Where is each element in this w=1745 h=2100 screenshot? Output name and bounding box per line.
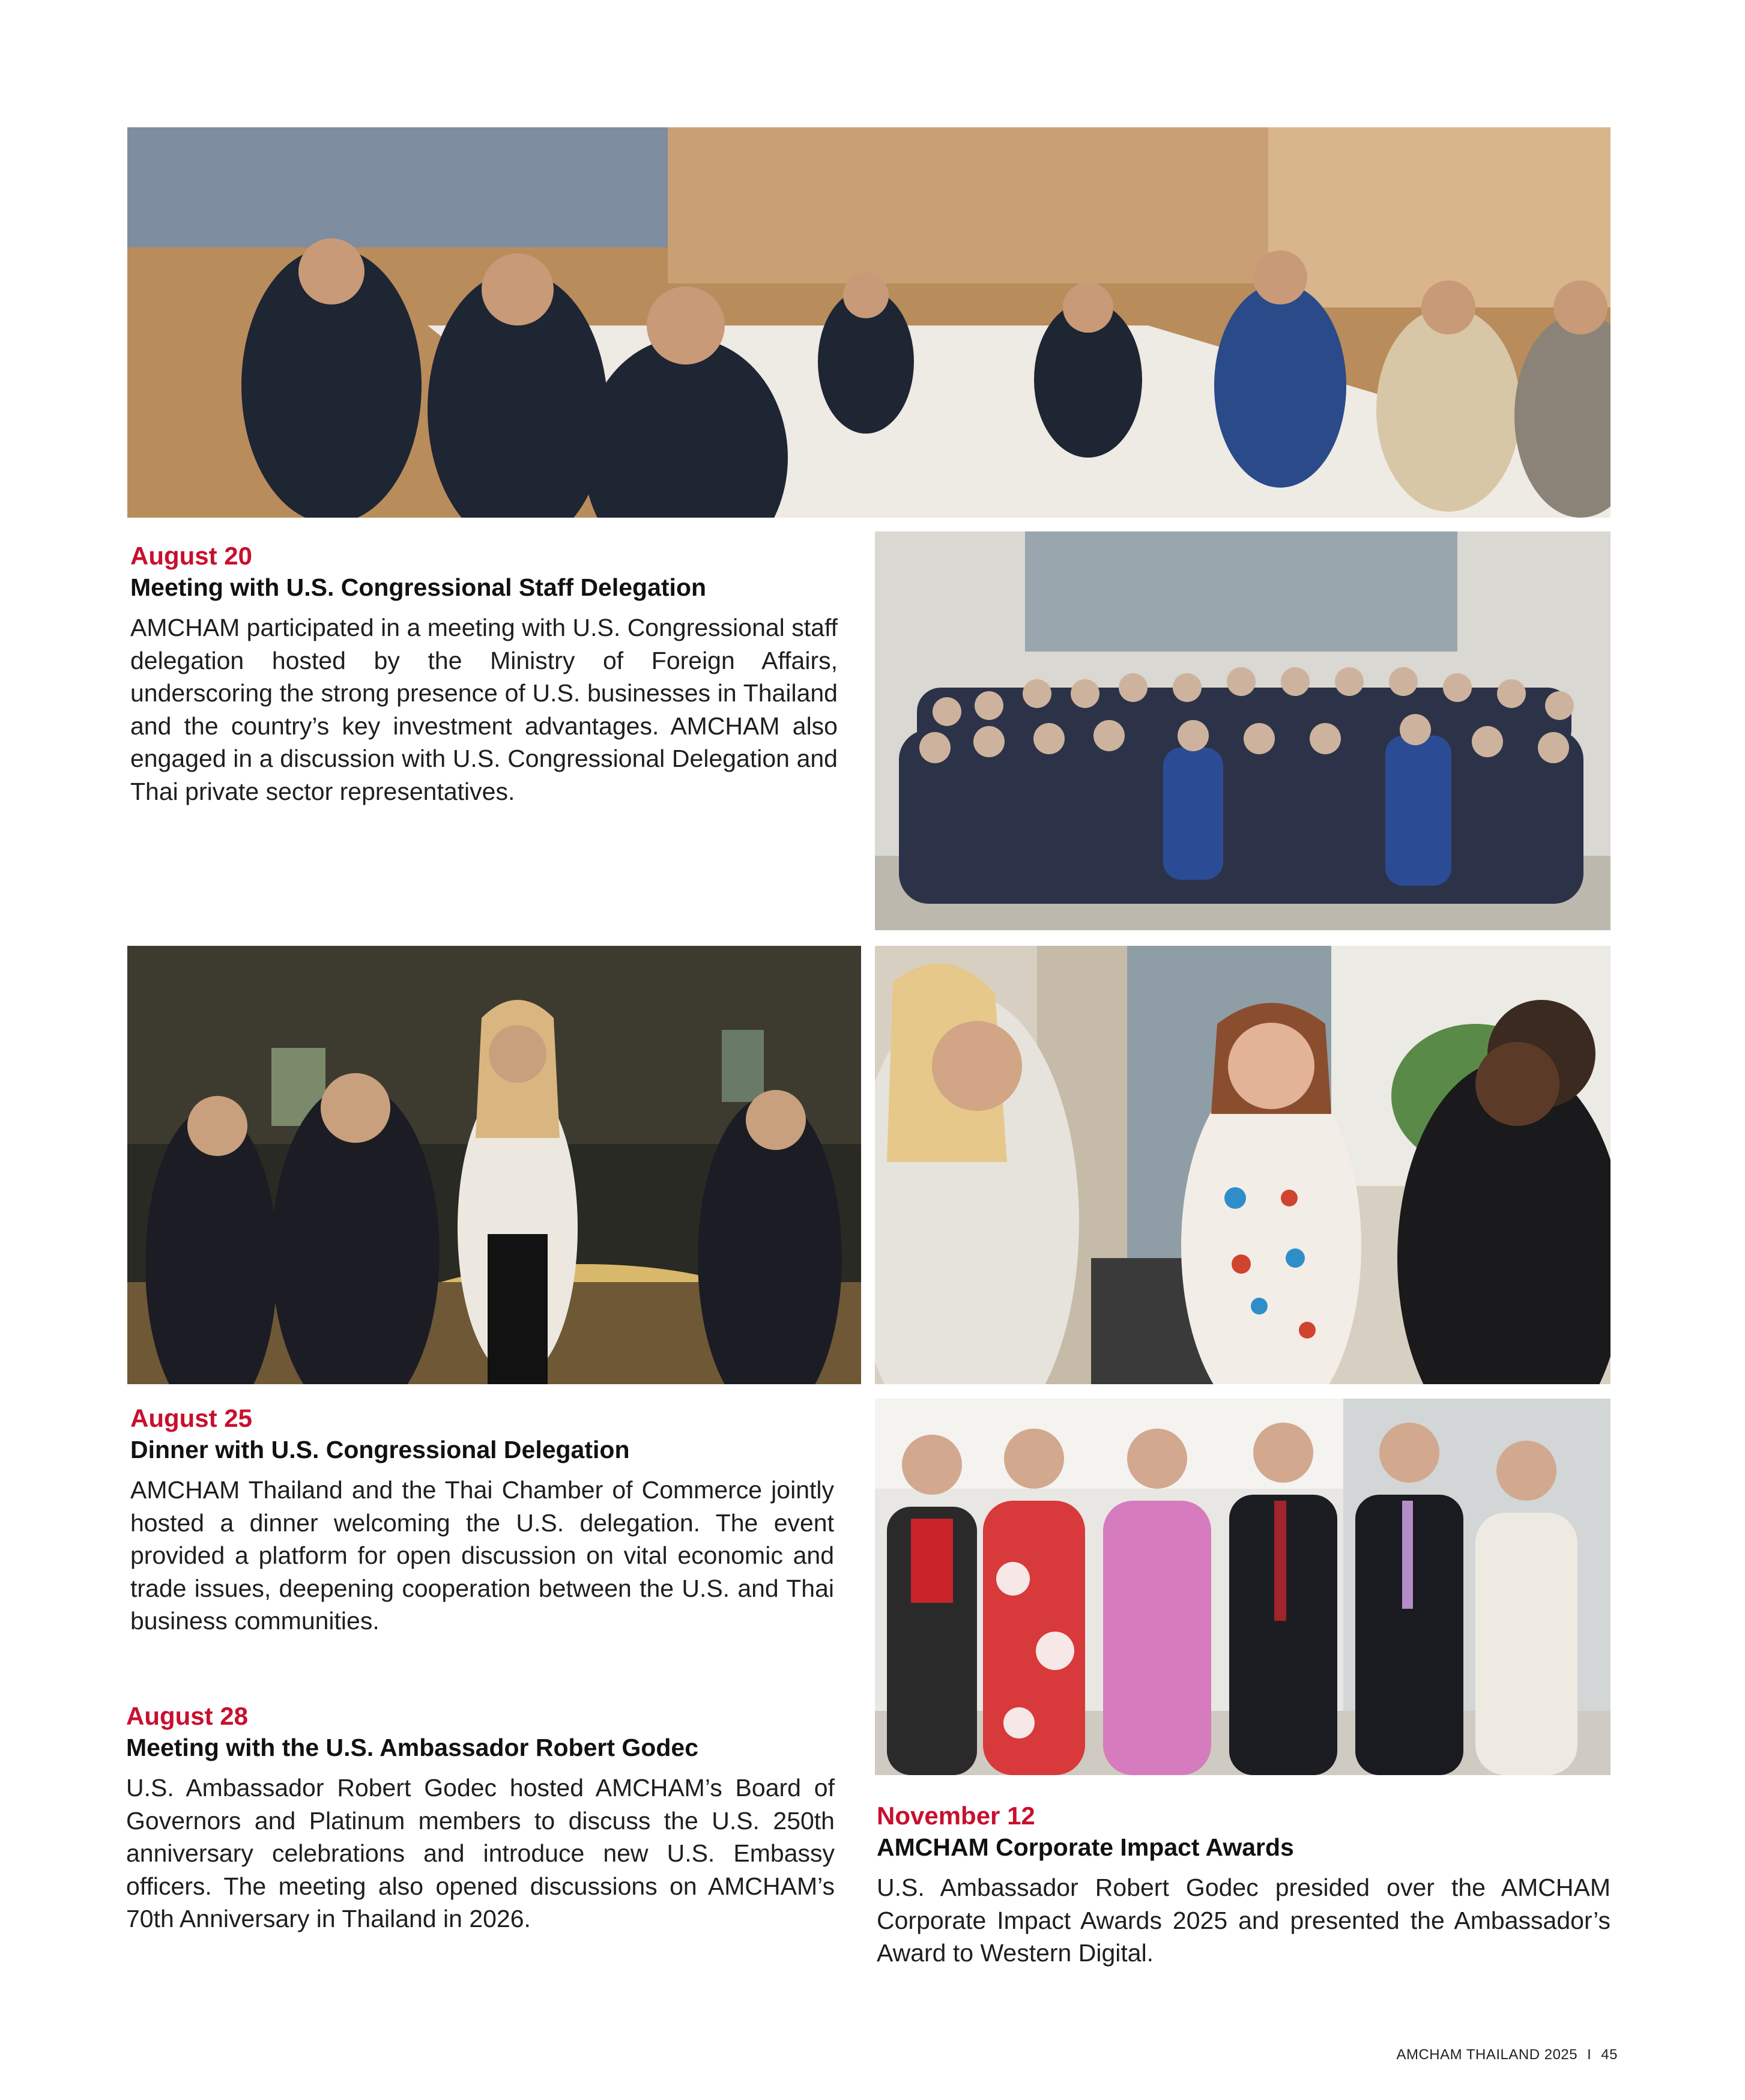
section-august-25 — [130, 1403, 834, 1638]
section-date: August 25 — [130, 1404, 253, 1432]
section-body: U.S. Ambassador Robert Godec presided over the AMCHAM Corporate Impact Awards 2025 and presented the Ambassador’s Award to Western Digital. — [877, 1874, 1610, 1967]
section-date: November 12 — [877, 1802, 1035, 1830]
section-title: Meeting with the U.S. Ambassador Robert Godec — [126, 1734, 698, 1761]
section-november-12 — [877, 1800, 1610, 1970]
section-august-28 — [126, 1701, 835, 1935]
photo-dinner-delegation — [127, 946, 861, 1384]
section-date: August 28 — [126, 1702, 249, 1730]
section-body: AMCHAM participated in a meeting with U.S. Congressional staff delegation hosted by the Ministry of Foreign Affairs, underscoring the strong presence of U.S. businesses in Thailand and the country’s key investment advantages. AMCHAM also engaged in a discussion with U.S. Congressional Delegation and Thai private sector representatives. — [130, 614, 838, 805]
section-title: AMCHAM Corporate Impact Awards — [877, 1833, 1294, 1861]
section-body: AMCHAM Thailand and the Thai Chamber of Commerce jointly hosted a dinner welcoming the U.S. delegation. The event provided a platform for open discussion on vital economic and trade issues, deepening cooperation between the U.S. and Thai business communities. — [130, 1476, 834, 1635]
page-footer — [1396, 2047, 1618, 2063]
photo-meeting-congressional-staff — [127, 127, 1610, 518]
section-body: U.S. Ambassador Robert Godec hosted AMCHAM’s Board of Governors and Platinum members to discuss the U.S. 250th anniversary celebrations and introduce new U.S. Embassy officers. The meeting also opened discussions on AMCHAM’s 70th Anniversary in Thailand in 2026. — [126, 1774, 835, 1932]
section-august-20 — [130, 540, 838, 808]
footer-separator: I — [1587, 2047, 1592, 2063]
section-date: August 20 — [130, 542, 253, 570]
section-title: Meeting with U.S. Congressional Staff Delegation — [130, 573, 707, 601]
photo-ambassador-greeting — [875, 946, 1610, 1384]
section-title: Dinner with U.S. Congressional Delegation — [130, 1436, 630, 1463]
photo-group-delegation — [875, 531, 1610, 930]
publication-name: AMCHAM THAILAND 2025 — [1396, 2047, 1578, 2063]
photo-corporate-impact-awards — [875, 1399, 1610, 1775]
page-number: 45 — [1601, 2047, 1618, 2063]
